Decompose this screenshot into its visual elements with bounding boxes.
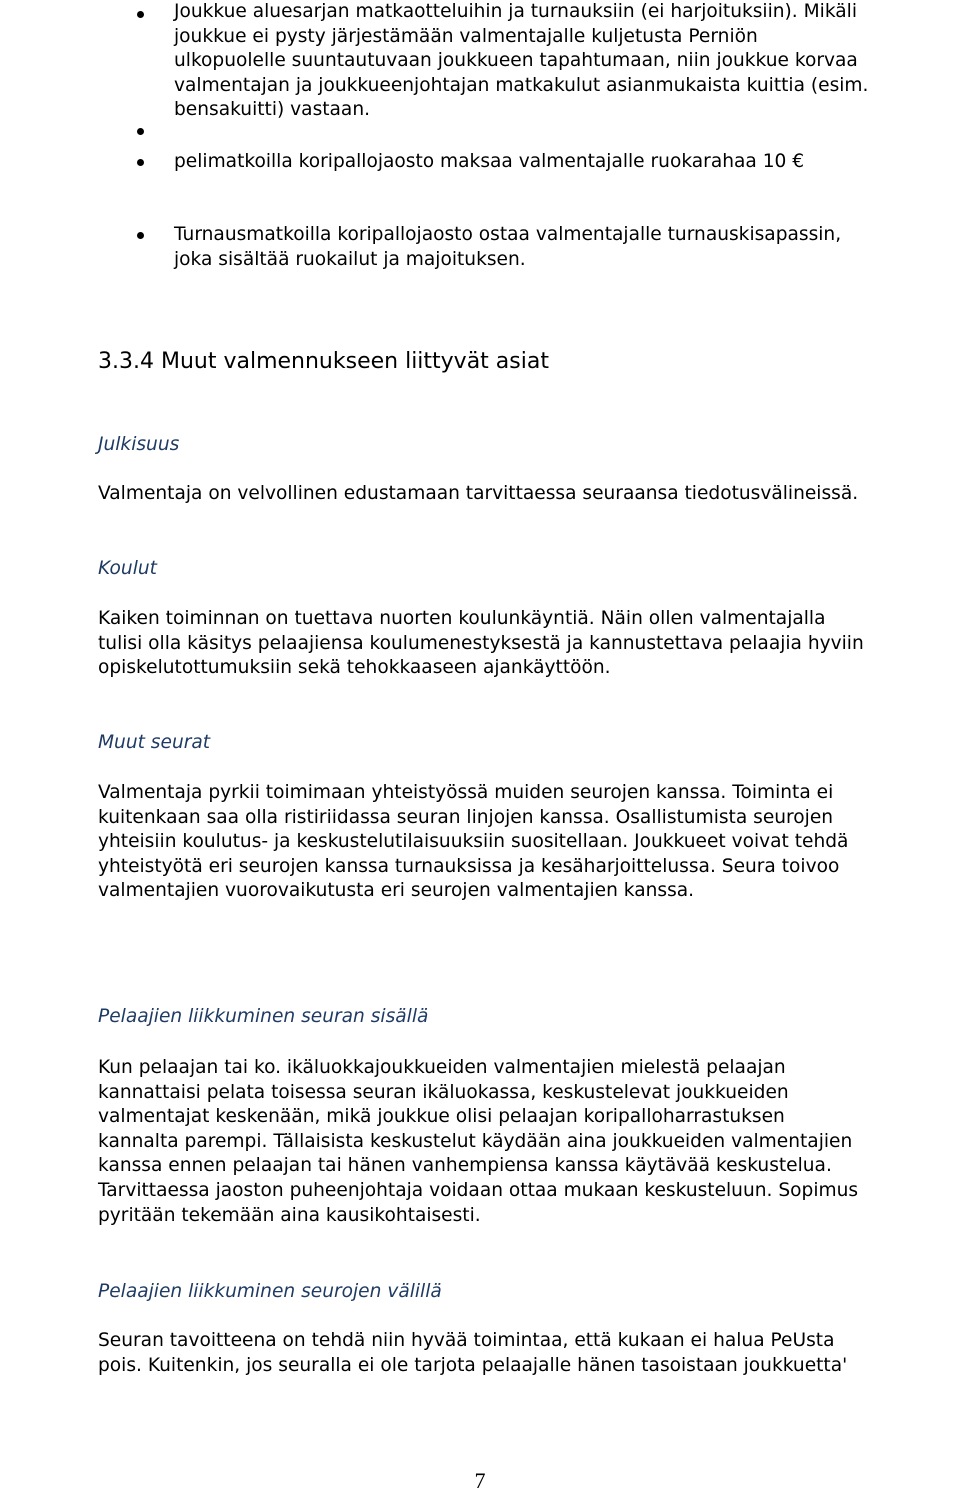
text-line: valmentajan ja joukkueenjohtajan matkakulut asianmukaista kuittia (esim. <box>174 74 869 96</box>
subheading-koulut: Koulut <box>98 558 157 579</box>
paragraph-julkisuus <box>98 482 958 507</box>
text-line: yhteisiin koulutus- ja keskustelutilaisuuksiin suositellaan. Joukkueet voivat tehdä <box>98 831 849 853</box>
text-line: kannattaisi pelata toisessa seuran ikäluokassa, keskustelevat joukkueiden <box>98 1081 789 1103</box>
text-line: valmentajien vuorovaikutusta eri seurojen valmentajien kanssa. <box>98 880 695 902</box>
text-line: valmentajat keskenään, mikä joukkue olisi pelaajan koripalloharrastuksen <box>98 1106 785 1128</box>
text-line: yhteistyötä eri seurojen kanssa turnauksissa ja kesäharjoittelussa. Seura toivoo <box>98 855 840 877</box>
text-line: Kaiken toiminnan on tuettava nuorten koulunkäyntiä. Näin ollen valmentajalla <box>98 608 826 629</box>
text-line: joka sisältää ruokailut ja majoituksen. <box>174 248 526 270</box>
subheading-pelaajien-liikkuminen-seuran-sisalla: Pelaajien liikkuminen seuran sisällä <box>98 1006 429 1027</box>
list-item-text: pelimatkoilla koripallojaosto maksaa valmentajalle ruokarahaa 10 € <box>174 151 805 172</box>
text-line: tulisi olla käsitys pelaajiensa koulumenestyksestä ja kannustettava pelaajia hyviin <box>98 632 864 654</box>
text-line: Valmentaja pyrkii toimimaan yhteistyössä muiden seurojen kanssa. Toiminta ei <box>98 782 834 803</box>
text-line: kanssa ennen pelaajan tai hänen vanhempiensa kanssa käytävää keskustelua. <box>98 1155 832 1177</box>
page-number: 7 <box>474 1468 486 1493</box>
bullet-icon <box>137 232 144 239</box>
text-line: Kun pelaajan tai ko. ikäluokkajoukkueiden valmentajien mielestä pelaajan <box>98 1057 786 1078</box>
paragraph-muut-seurat <box>98 781 958 904</box>
text-line: pois. Kuitenkin, jos seuralla ei ole tarjota pelaajalle hänen tasoistaan joukkuetta' <box>98 1354 848 1376</box>
list-item-text <box>174 0 959 123</box>
section-heading: 3.3.4 Muut valmennukseen liittyvät asiat <box>98 349 549 374</box>
text-line: pyritään tekemään aina kausikohtaisesti. <box>98 1204 481 1226</box>
text-line: Joukkue aluesarjan matkaotteluihin ja turnauksiin (ei harjoituksiin). Mikäli <box>174 1 858 22</box>
subheading-julkisuus: Julkisuus <box>98 434 180 455</box>
bullet-icon <box>137 11 144 18</box>
text-line: joukkue ei pysty järjestämään valmentajalle kuljetusta Perniön <box>174 25 758 47</box>
bullet-icon <box>137 128 144 135</box>
subheading-pelaajien-liikkuminen-seurojen-valilla: Pelaajien liikkuminen seurojen välillä <box>98 1281 442 1302</box>
text-line: ulkopuolelle suuntautuvaan joukkueen tapahtumaan, niin joukkue korvaa <box>174 50 858 72</box>
paragraph-koulut <box>98 607 958 681</box>
text-line: Valmentaja on velvollinen edustamaan tarvittaessa seuraansa tiedotusvälineissä. <box>98 483 859 504</box>
paragraph-pelaajien-liikkuminen-seurojen-valilla <box>98 1329 958 1378</box>
text-line: Tarvittaessa jaoston puheenjohtaja voidaan ottaa mukaan keskusteluun. Sopimus <box>98 1179 859 1201</box>
text-line: kuitenkaan saa olla ristiriidassa seuran linjojen kanssa. Osallistumista seurojen <box>98 806 834 828</box>
text-line: opiskelutottumuksiin sekä tehokkaaseen ajankäyttöön. <box>98 657 611 679</box>
list-item-text <box>174 223 959 272</box>
subheading-muut-seurat: Muut seurat <box>98 732 211 753</box>
paragraph-pelaajien-liikkuminen-seuran-sisalla <box>98 1056 958 1228</box>
bullet-icon <box>137 159 144 166</box>
text-line: Turnausmatkoilla koripallojaosto ostaa valmentajalle turnauskisapassin, <box>174 224 842 245</box>
text-line: Seuran tavoitteena on tehdä niin hyvää toimintaa, että kukaan ei halua PeUsta <box>98 1330 835 1351</box>
text-line: bensakuitti) vastaan. <box>174 99 371 121</box>
text-line: kannalta parempi. Tällaisista keskustelut käydään aina joukkueiden valmentajien <box>98 1130 853 1152</box>
